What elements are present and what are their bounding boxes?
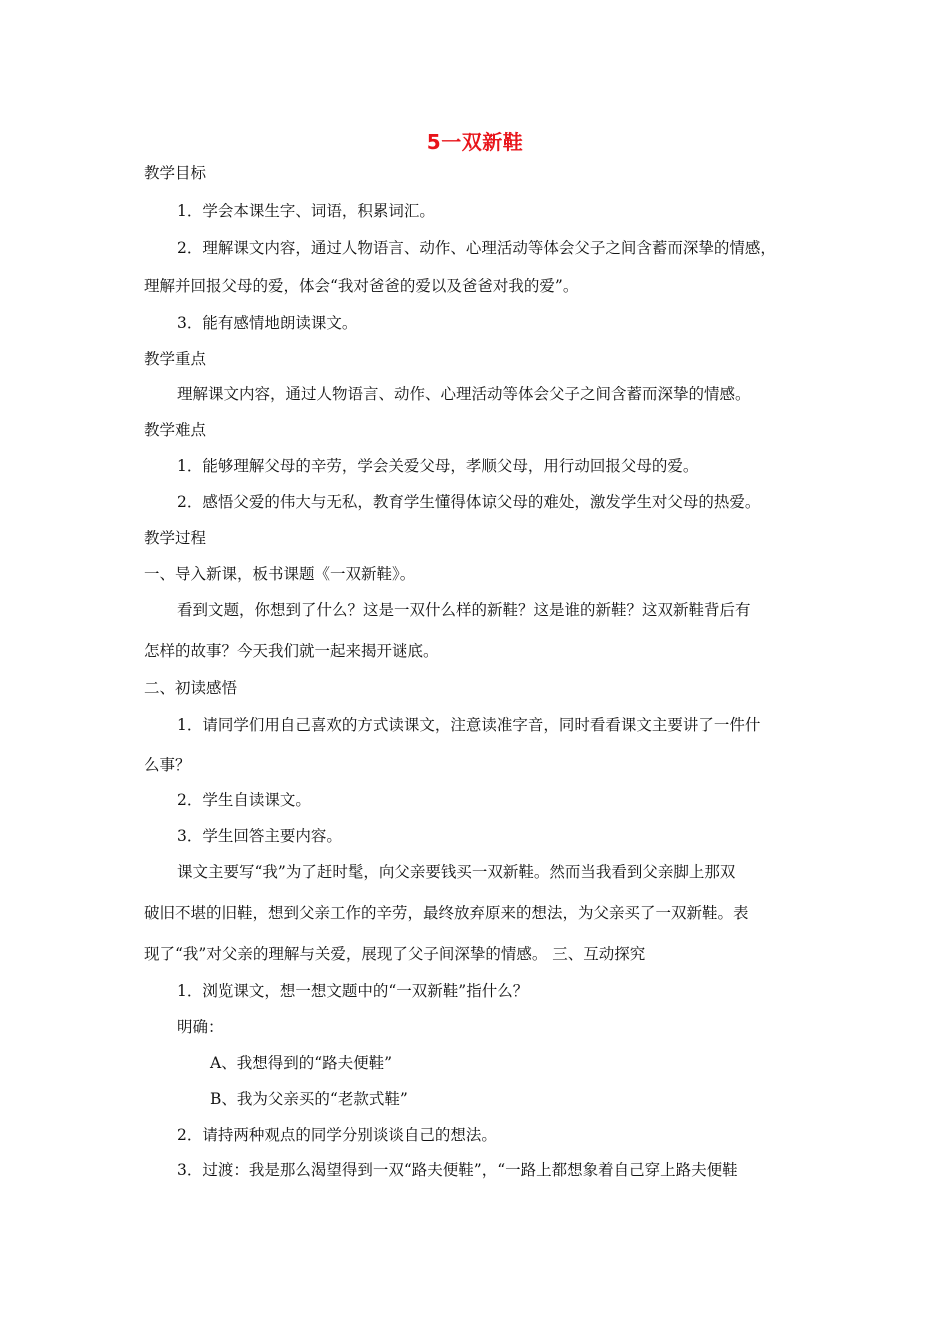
section-2-item-1-line-2: 么事？ — [144, 756, 191, 774]
summary-line-1: 课文主要写“我”为了赶时髦，向父亲要钱买一双新鞋。然而当我看到父亲脚上那双 — [177, 863, 736, 881]
heading-process: 教学过程 — [144, 529, 207, 547]
heading-objectives: 教学目标 — [144, 164, 207, 182]
section-3-item-3: 3．过渡：我是那么渴望得到一双“路夫便鞋”，“一路上都想象着自己穿上路夫便鞋 — [177, 1161, 738, 1179]
difficulty-2: 2．感悟父爱的伟大与无私，教育学生懂得体谅父母的难处，激发学生对父母的热爱。 — [177, 493, 761, 511]
document-title: 5一双新鞋 — [426, 130, 524, 154]
section-3-item-2: 2．请持两种观点的同学分别谈谈自己的想法。 — [177, 1126, 497, 1144]
heading-key-points: 教学重点 — [144, 350, 207, 368]
section-2-item-2: 2．学生自读课文。 — [177, 791, 311, 809]
section-1-heading: 一、导入新课，板书课题《一双新鞋》。 — [144, 565, 416, 583]
option-a: A、我想得到的“路夫便鞋” — [210, 1054, 393, 1072]
section-1-paragraph-line-1: 看到文题，你想到了什么？这是一双什么样的新鞋？这是谁的新鞋？这双新鞋背后有 — [177, 601, 751, 619]
difficulty-1: 1．能够理解父母的辛劳，学会关爱父母，孝顺父母，用行动回报父母的爱。 — [177, 457, 699, 475]
heading-difficulties: 教学难点 — [144, 421, 207, 439]
objective-2-line-2: 理解并回报父母的爱，体会“我对爸爸的爱以及爸爸对我的爱”。 — [144, 277, 579, 295]
objective-3: 3．能有感情地朗读课文。 — [177, 314, 358, 332]
clarify-label: 明确： — [177, 1018, 224, 1036]
section-2-item-3: 3．学生回答主要内容。 — [177, 827, 342, 845]
objective-1: 1．学会本课生字、词语，积累词汇。 — [177, 202, 435, 220]
summary-line-3: 现了“我”对父亲的理解与关爱，展现了父子间深挚的情感。 三、互动探究 — [144, 945, 646, 963]
section-2-heading: 二、初读感悟 — [144, 679, 238, 697]
option-b: B、我为父亲买的“老款式鞋” — [210, 1090, 408, 1108]
objective-2-line-1: 2．理解课文内容，通过人物语言、动作、心理活动等体会父子之间含蓄而深挚的情感， — [177, 239, 776, 257]
key-point-text: 理解课文内容，通过人物语言、动作、心理活动等体会父子之间含蓄而深挚的情感。 — [177, 385, 751, 403]
summary-line-2: 破旧不堪的旧鞋，想到父亲工作的辛劳，最终放弃原来的想法，为父亲买了一双新鞋。表 — [144, 904, 749, 922]
section-1-paragraph-line-2: 怎样的故事？今天我们就一起来揭开谜底。 — [144, 642, 439, 660]
section-3-item-1: 1．浏览课文，想一想文题中的“一双新鞋”指什么？ — [177, 982, 529, 1000]
section-2-item-1-line-1: 1．请同学们用自己喜欢的方式读课文，注意读准字音，同时看看课文主要讲了一件什 — [177, 716, 761, 734]
